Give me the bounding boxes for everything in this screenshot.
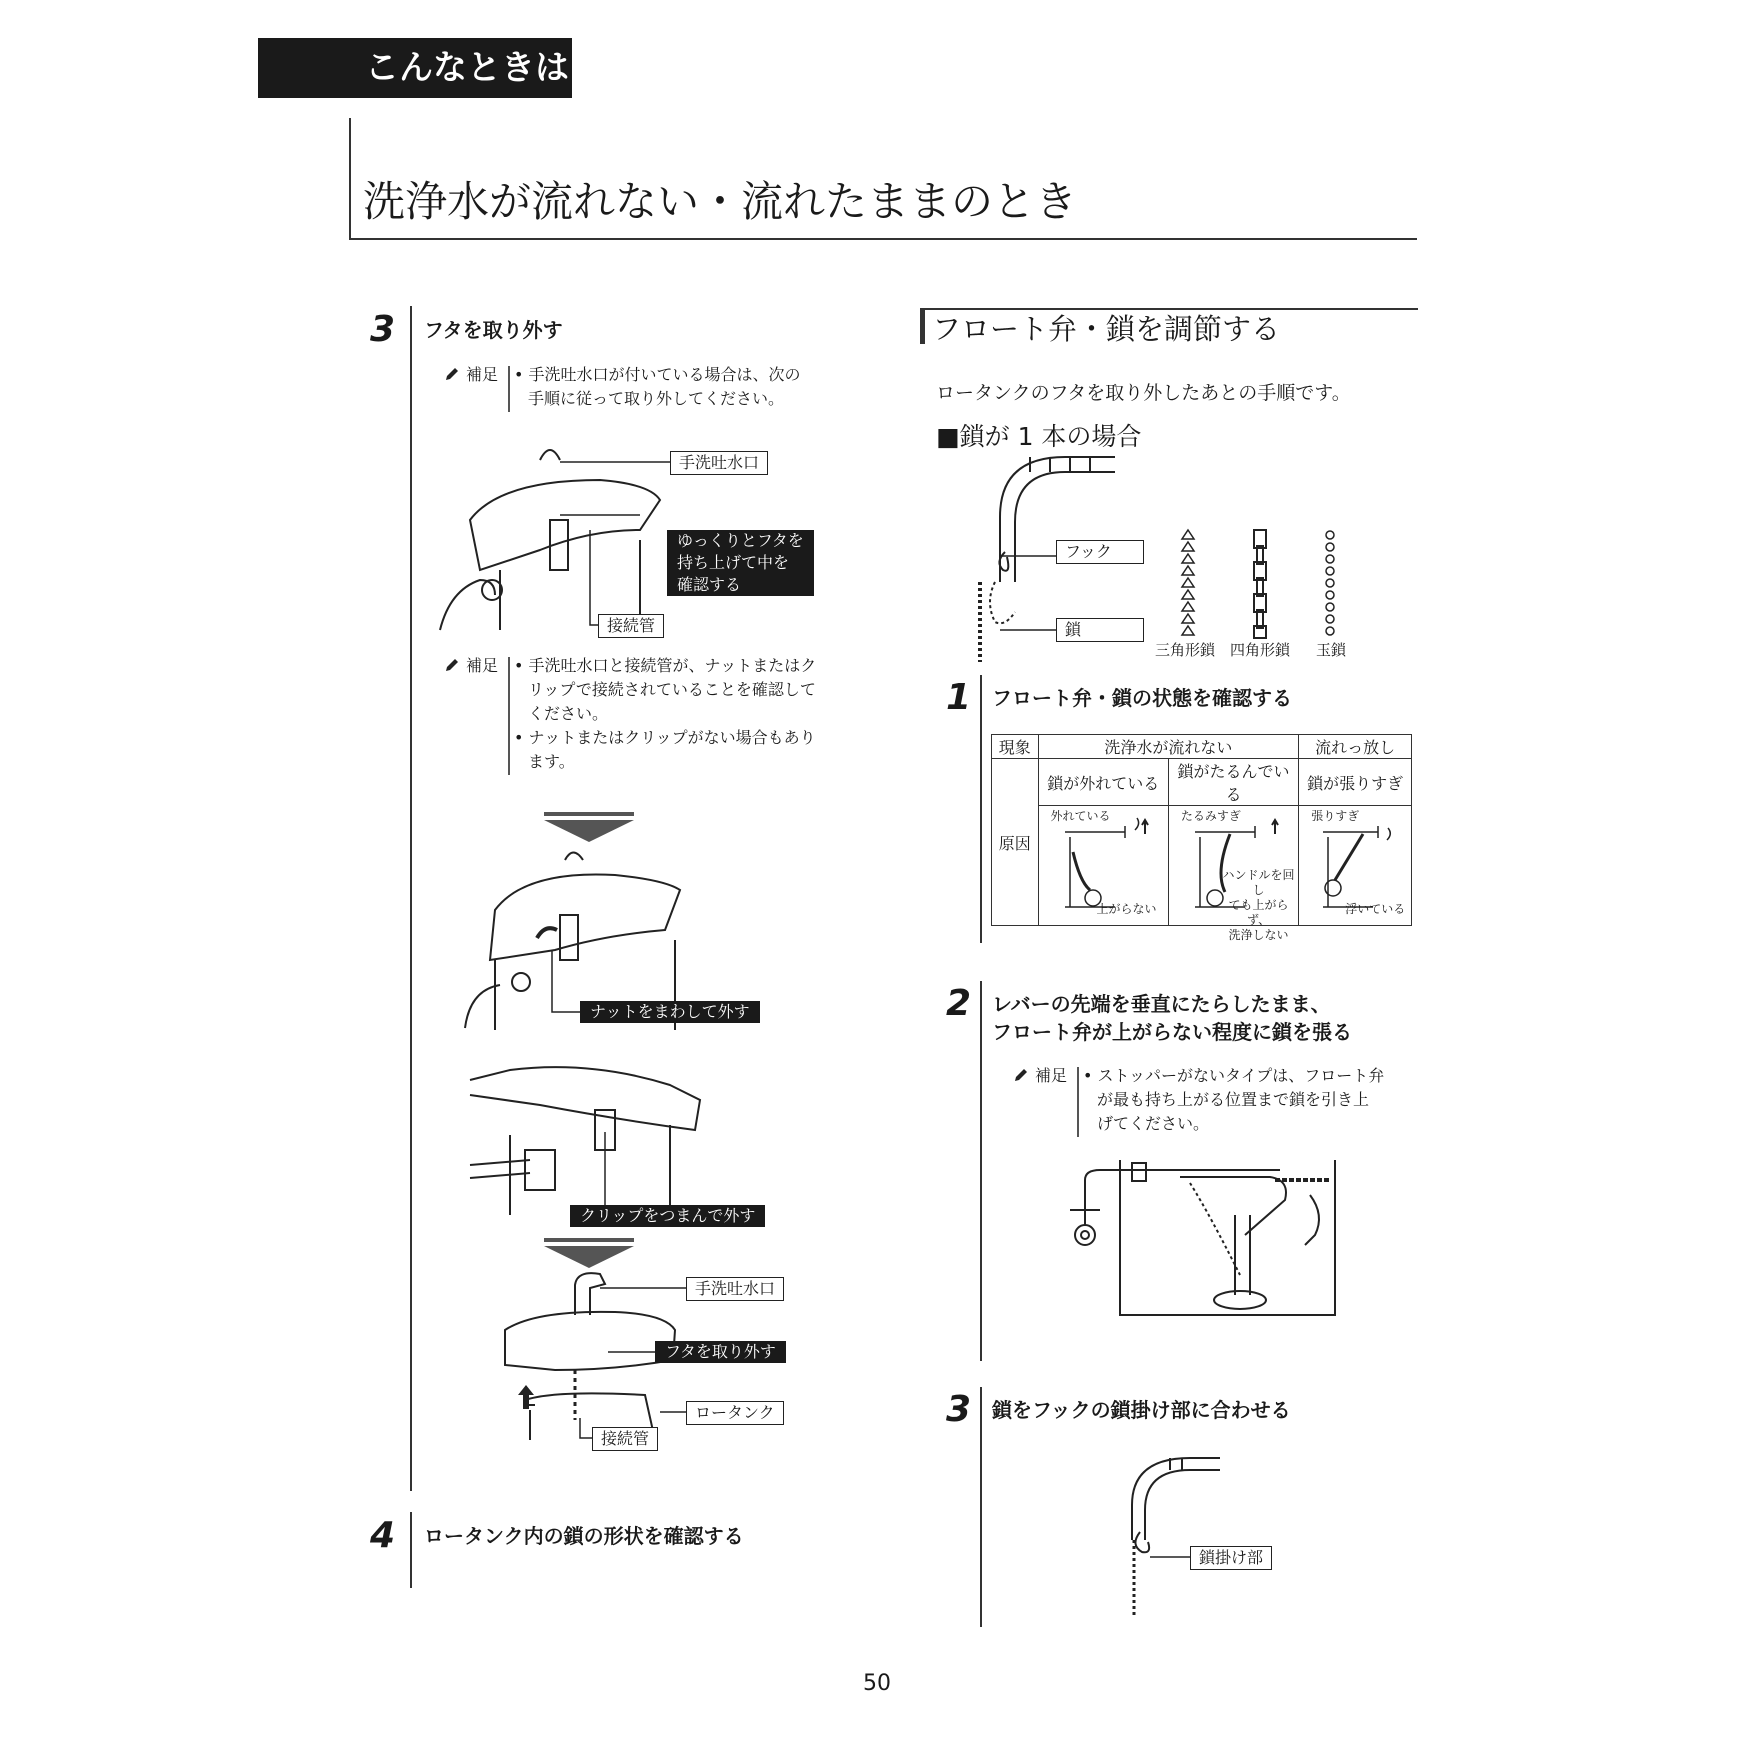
table-header: 原因 xyxy=(992,759,1039,926)
note-text: • 手洗吐水口が付いている場合は、次の 手順に従って取り外してください。 xyxy=(514,365,801,408)
table-cell xyxy=(1299,806,1412,926)
diagram-label: 張りすぎ xyxy=(1311,809,1360,823)
callout-low-tank: ロータンク xyxy=(686,1401,784,1425)
callout-chain: 鎖 xyxy=(1056,618,1144,642)
step-line xyxy=(410,1512,412,1588)
pencil-icon xyxy=(1013,1067,1029,1083)
callout-hook: フック xyxy=(1056,540,1144,564)
table-cell: 鎖が外れている xyxy=(1038,759,1168,806)
diagram-label: 上がらない xyxy=(1096,902,1157,916)
callout-chain-hook-part: 鎖掛け部 xyxy=(1190,1546,1272,1570)
table-header: 流れっ放し xyxy=(1299,735,1412,759)
note-text: • 手洗吐水口と接続管が、ナットまたはク リップで接続されていることを確認して ください。 • ナットまたはクリップがない場合もあり ます。 xyxy=(514,656,817,771)
case-heading: ■鎖が 1 本の場合 xyxy=(936,422,1142,451)
step-title: レバーの先端を垂直にたらしたまま、 フロート弁が上がらない程度に鎖を張る xyxy=(992,992,1352,1044)
callout-hand-spout: 手洗吐水口 xyxy=(686,1277,784,1301)
step-line xyxy=(410,306,412,1491)
callout-remove-lid: フタを取り外す xyxy=(655,1341,786,1363)
step-line xyxy=(980,675,982,943)
callout-turn-nut: ナットをまわして外す xyxy=(580,1001,760,1023)
callout-hand-spout: 手洗吐水口 xyxy=(670,451,768,475)
subsection-marker xyxy=(920,308,925,344)
page-number: 50 xyxy=(863,1671,891,1696)
step-title: ロータンク内の鎖の形状を確認する xyxy=(424,1524,744,1548)
table-cell: 鎖が張りすぎ xyxy=(1299,759,1412,806)
table-cell xyxy=(1168,806,1298,942)
step-title: フタを取り外す xyxy=(424,318,563,342)
diagram-label: たるみすぎ xyxy=(1180,809,1241,823)
callout-lift-lid: ゆっくりとフタを 持ち上げて中を 確認する xyxy=(667,530,814,596)
page-title: 洗浄水が流れない・流れたままのとき xyxy=(363,177,1078,226)
step-line xyxy=(980,981,982,1361)
table-header: 洗浄水が流れない xyxy=(1038,735,1299,759)
up-arrow-icon xyxy=(518,1385,534,1409)
chain-type-label: 玉鎖 xyxy=(1316,641,1347,659)
triangle-chain-icon xyxy=(1180,530,1196,638)
intro-text: ロータンクのフタを取り外したあとの手順です。 xyxy=(936,382,1351,404)
note-text: • ストッパーがないタイプは、フロート弁 が最も持ち上がる位置まで鎖を引き上 げてください。 xyxy=(1083,1066,1385,1133)
subsection-heading: フロート弁・鎖を調節する xyxy=(932,312,1281,346)
note-label: 補足 xyxy=(466,656,499,675)
chain-hook-alignment-illustration xyxy=(1120,1460,1220,1620)
section-tab: こんなときは xyxy=(258,38,572,98)
chain-type-label: 三角形鎖 xyxy=(1155,641,1216,659)
chain-type-label: 四角形鎖 xyxy=(1230,641,1291,659)
step-number: 3 xyxy=(370,309,396,350)
square-chain-icon xyxy=(1252,530,1268,638)
diagram-label: 外れている xyxy=(1050,809,1111,823)
step-number: 3 xyxy=(946,1389,972,1430)
down-arrow-icon xyxy=(544,812,634,842)
step-number: 1 xyxy=(946,677,972,718)
pencil-icon xyxy=(444,657,460,673)
pencil-icon xyxy=(444,366,460,382)
clip-removal-illustration xyxy=(470,1050,700,1220)
subsection-rule xyxy=(920,308,1418,310)
note-bar xyxy=(508,366,510,412)
title-divider-horizontal xyxy=(349,238,1417,240)
down-arrow-icon xyxy=(544,1238,634,1268)
note-bar xyxy=(1077,1067,1079,1137)
step-number: 2 xyxy=(946,983,972,1024)
note-label: 補足 xyxy=(1035,1066,1068,1085)
ball-chain-icon xyxy=(1322,530,1338,638)
table-cell: 鎖がたるんでいる xyxy=(1168,759,1298,806)
table-cell xyxy=(1038,806,1168,926)
note-bar xyxy=(508,657,510,775)
callout-connection-pipe: 接続管 xyxy=(598,614,664,638)
leader-lines xyxy=(0,0,1,1)
callout-connection-pipe: 接続管 xyxy=(592,1427,658,1451)
note-label: 補足 xyxy=(466,365,499,384)
diagram-label: 浮いている xyxy=(1345,902,1406,916)
tank-lid-lift-illustration xyxy=(440,440,670,640)
step-line xyxy=(980,1387,982,1627)
diagram-label: ハンドルを回し ても上がらず、 洗浄しない xyxy=(1222,868,1295,942)
table-header: 現象 xyxy=(992,735,1039,759)
step-title: フロート弁・鎖の状態を確認する xyxy=(992,686,1292,710)
step-title: 鎖をフックの鎖掛け部に合わせる xyxy=(992,1398,1291,1422)
cause-table xyxy=(991,734,1412,942)
step-number: 4 xyxy=(370,1515,396,1556)
callout-pinch-clip: クリップをつまんで外す xyxy=(570,1205,765,1227)
title-divider-vertical xyxy=(349,118,351,240)
tank-interior-illustration xyxy=(1060,1155,1345,1330)
